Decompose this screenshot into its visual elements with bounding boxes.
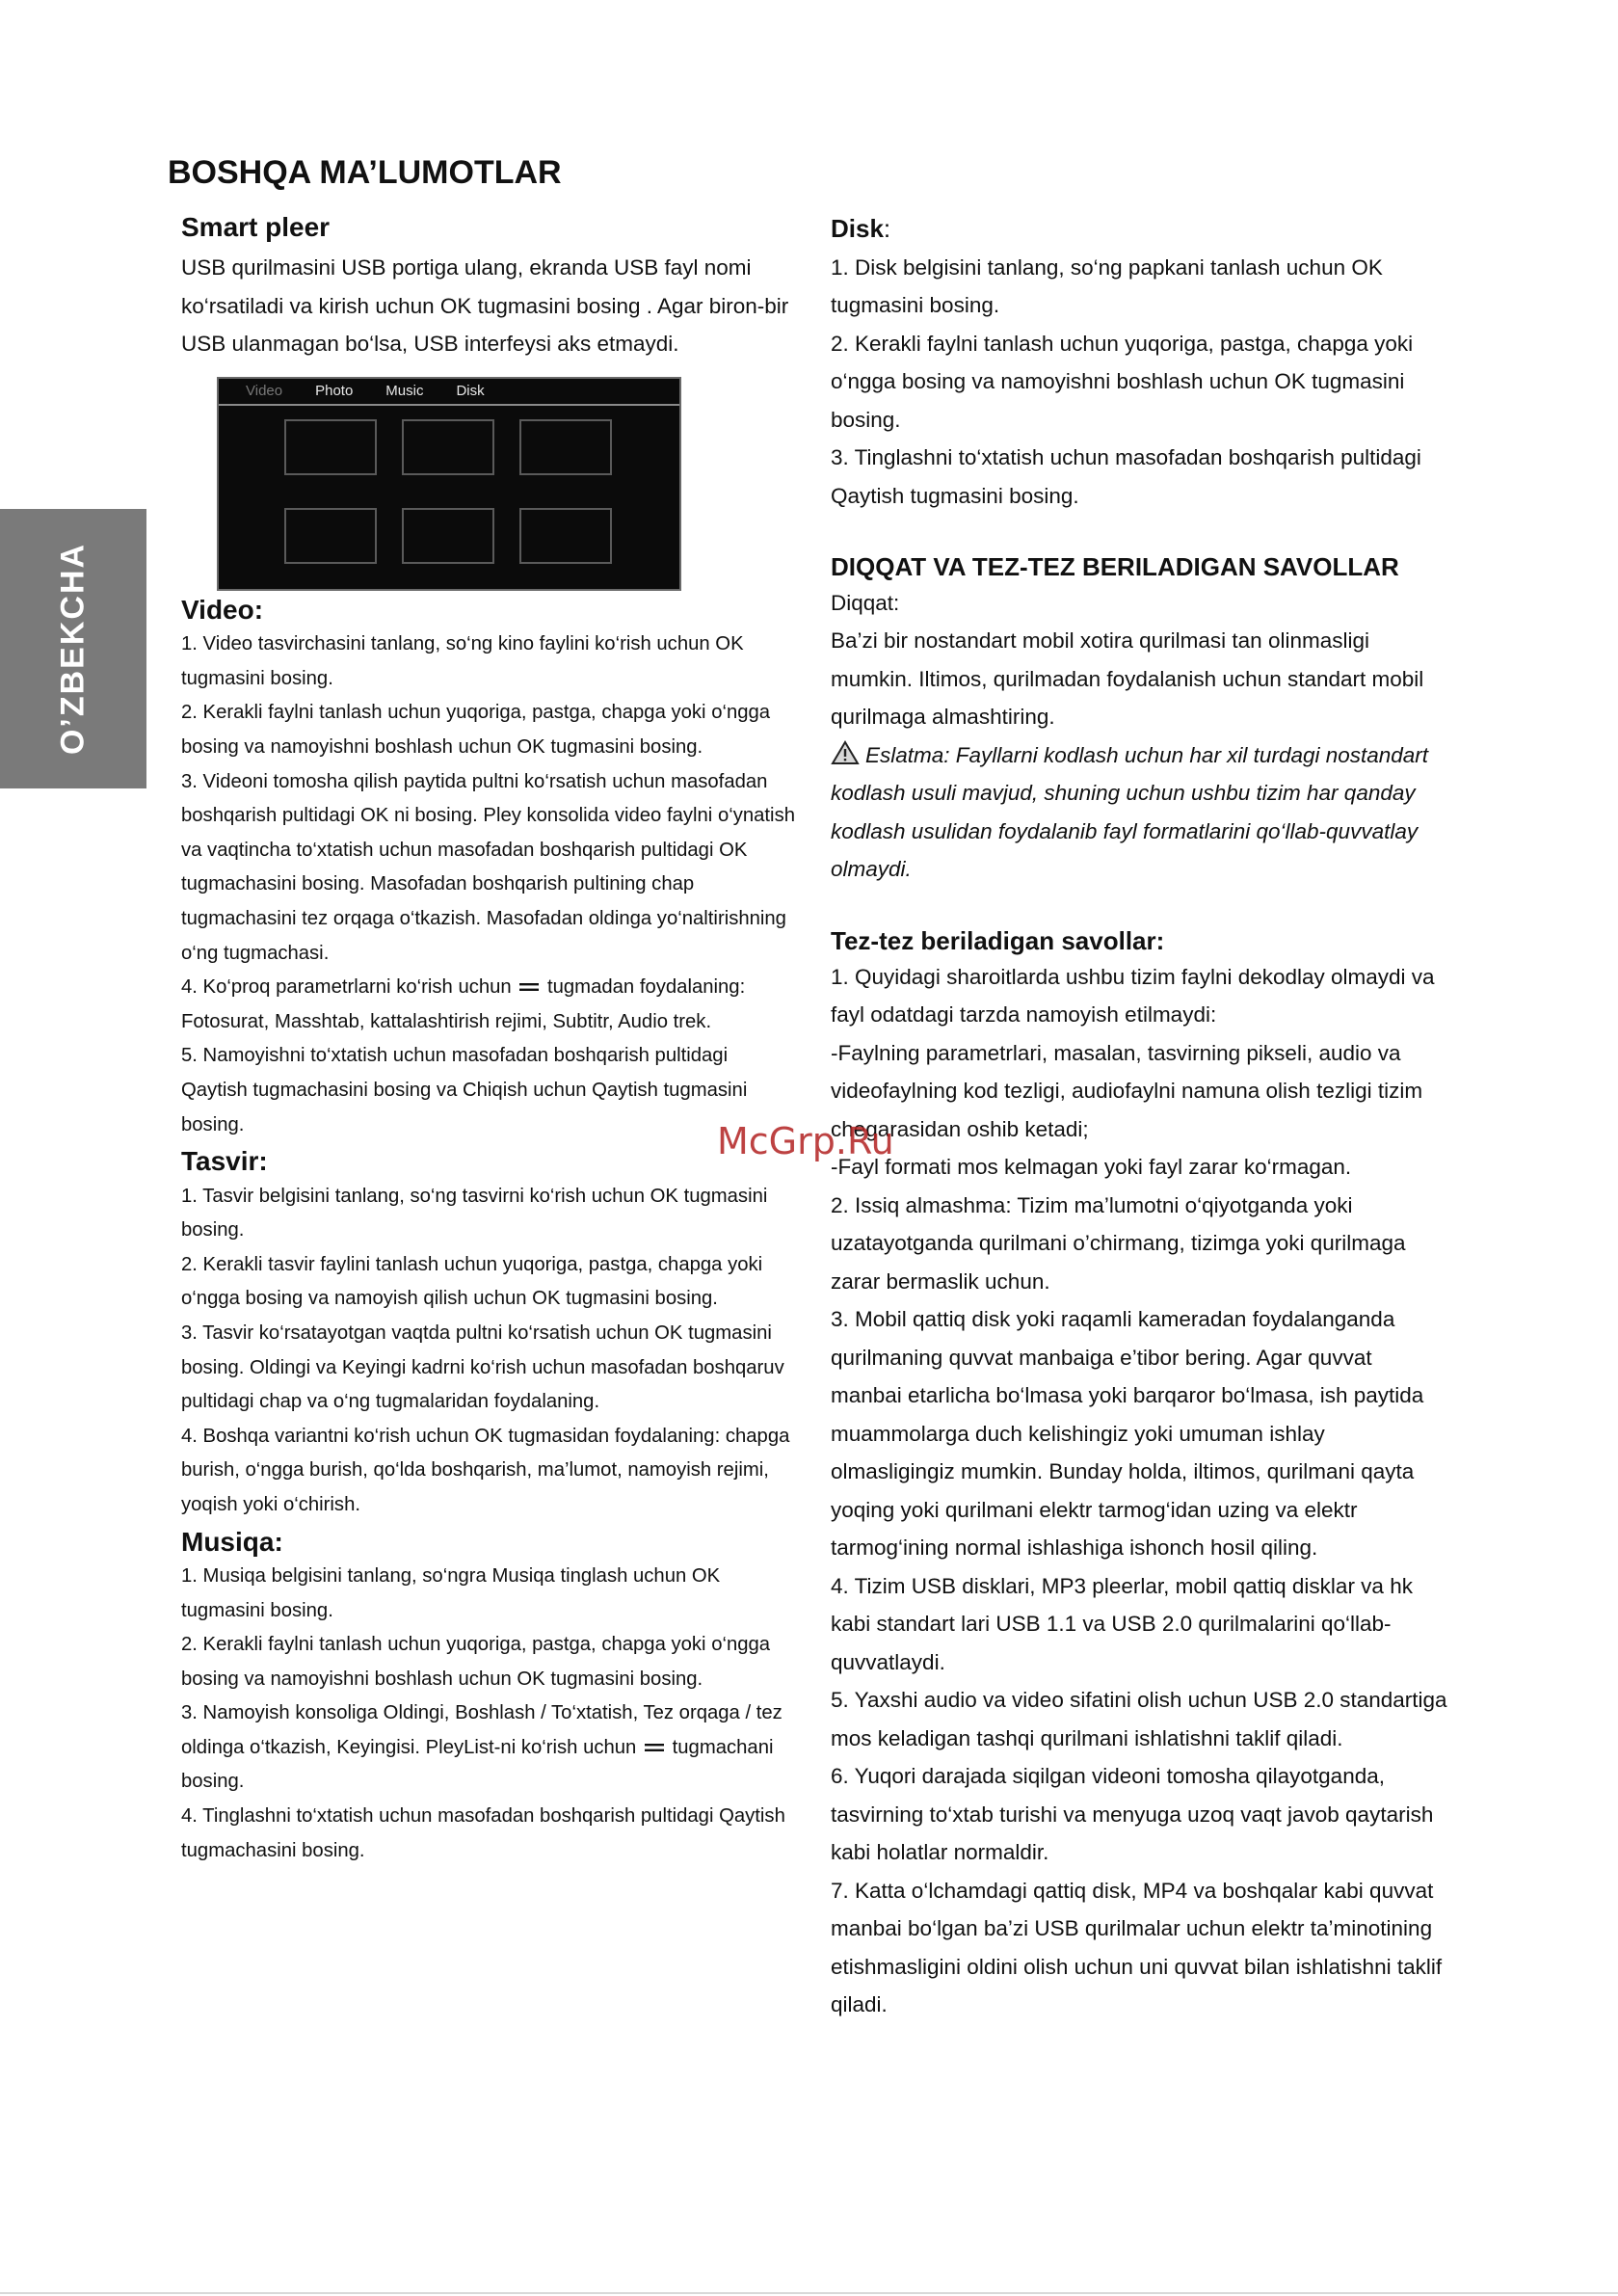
faq-item-5: 5. Yaxshi audio va video sifatini olish uchun USB 2.0 standartiga mos keladigan tashqi qurilmani ishlatishni taklif qiladi. <box>831 1688 1447 1750</box>
menu-icon <box>518 980 540 994</box>
player-menu-bar <box>219 379 679 406</box>
faq-item-4: 4. Tizim USB disklari, MP3 pleerlar, mobil qattiq disklar va hk kabi standart lari USB 1.1 va USB 2.0 qurilmalarini qo‘llab-quvvatlaydi. <box>831 1573 1413 1674</box>
musiqa-heading: Musiqa: <box>181 1526 283 1557</box>
player-screenshot <box>217 377 681 591</box>
musiqa-item-4: 4. Tinglashni to‘xtatish uchun masofadan boshqarish pultidagi Qaytish tugmachasini bosing. <box>181 1805 785 1861</box>
disk-item-1: 1. Disk belgisini tanlang, so‘ng papkani tanlash uchun OK tugmasini bosing. <box>831 254 1383 317</box>
language-side-tab <box>0 509 146 788</box>
faq-item-1: 1. Quyidagi sharoitlarda ushbu tizim faylni dekodlay olmaydi va fayl odatdagi tarzda namoyish etilmaydi: <box>831 964 1435 1028</box>
player-thumbnail-grid <box>284 419 612 564</box>
musiqa-item-3-start: 3. Namoyish konsoliga Oldingi, Boshlash / To‘xtatish, Tez orqaga / tez oldinga o‘tkazish, Keyingisi. PleyList-ni ko‘rish uchun <box>181 1702 782 1758</box>
tasvir-item-3: 3. Tasvir ko‘rsatayotgan vaqtda pultni ko‘rsatish uchun OK tugmasini bosing. Oldingi va Keyingi kadrni ko‘rish uchun masofadan boshqaruv pultidagi chap va o‘ng tugmalaridan foydalaning. <box>181 1322 784 1413</box>
player-thumbnail <box>402 508 494 564</box>
player-thumbnail <box>519 508 612 564</box>
video-item-5: 5. Namoyishni to‘xtatish uchun masofadan boshqarish pultidagi Qaytish tugmachasini bosing va Chiqish uchun Qaytish tugmasini bosing. <box>181 1045 748 1135</box>
diqqat-label: Diqqat: <box>831 590 900 615</box>
tasvir-item-2: 2. Kerakli tasvir faylini tanlash uchun yuqoriga, pastga, chapga yoki o‘ngga bosing va namoyish qilish uchun OK tugmasini bosing. <box>181 1253 763 1310</box>
musiqa-item-2: 2. Kerakli faylni tanlash uchun yuqoriga, pastga, chapga yoki o‘ngga bosing va namoyishni boshlash uchun OK tugmasini bosing. <box>181 1634 771 1690</box>
video-item-4-start: 4. Ko‘proq parametrlarni ko‘rish uchun <box>181 976 512 999</box>
menu-icon <box>644 1741 665 1754</box>
page-title: BOSHQA MA’LUMOTLAR <box>168 154 562 191</box>
faq-item-6: 6. Yuqori darajada siqilgan videoni tomosha qilayotganda, tasvirning to‘xtab turishi va menyuga uzoq vaqt javob qaytarish kabi holatlar normaldir. <box>831 1764 1434 1865</box>
warning-icon <box>831 740 860 765</box>
player-thumbnail <box>402 419 494 475</box>
diqqat-text: Ba’zi bir nostandart mobil xotira qurilmasi tan olinmasligi mumkin. Iltimos, qurilmadan foydalanish uchun standart mobil qurilmaga almashtiring. <box>831 628 1424 730</box>
disk-heading-colon: : <box>883 214 891 243</box>
faq-item-7: 7. Katta o‘lchamdagi qattiq disk, MP4 va boshqalar kabi quvvat manbai bo‘lgan ba’zi USB qurilmalar uchun elektr ta’minotining etishmasligini oldini olish uchun uni quvvat bilan ishlatishni taklif qiladi. <box>831 1878 1443 2017</box>
faq-item-1a: -Faylning parametrlari, masalan, tasvirning pikseli, audio va videofaylning kod tezligi, audiofaylni namuna olish tezligi tizim chegarasidan oshib ketadi; <box>831 1040 1423 1141</box>
player-thumbnail <box>284 508 377 564</box>
faq-item-2: 2. Issiq almashma: Tizim ma’lumotni o‘qiyotganda yoki uzatayotganda qurilmani o’chirmang, tizimga yoki qurilmaga zarar bermaslik uchun. <box>831 1192 1406 1294</box>
faq-heading: Tez-tez beriladigan savollar: <box>831 925 1165 955</box>
disk-heading: Disk <box>831 214 884 243</box>
eslatma-note <box>831 736 1447 889</box>
right-column <box>831 210 1447 2024</box>
faq-item-3: 3. Mobil qattiq disk yoki raqamli kameradan foydalanganda qurilmaning quvvat manbaiga e’tibor bering. Agar quvvat manbai etarlicha bo‘lmasa yoki barqaror bo‘lmasa, ish paytida muammolarga duch kelishingiz yoki umuman ishlay olmasligingiz mumkin. Bunday holda, iltimos, qurilmani qayta yoqing yoki qurilmani elektr tarmog‘idan uzing va elektr tarmog‘ining normal ishlashiga ishonch hosil qiling. <box>831 1307 1424 1561</box>
smart-player-heading: Smart pleer <box>181 212 331 242</box>
musiqa-item-3-end: tugmachani bosing. <box>181 1736 774 1793</box>
smart-player-text: USB qurilmasini USB portiga ulang, ekranda USB fayl nomi ko‘rsatiladi va kirish uchun OK tugmasini bosing . Agar biron-bir USB ulanmagan bo‘lsa, USB interfeysi aks etmaydi. <box>181 255 789 357</box>
video-heading: Video: <box>181 594 264 625</box>
language-tab-label: O’ZBEKCHA <box>54 542 92 756</box>
faq-item-1b: -Fayl formati mos kelmagan yoki fayl zarar ko‘rmagan. <box>831 1155 1352 1180</box>
watermark: McGrp.Ru <box>717 1120 894 1162</box>
page-bottom-divider <box>0 2292 1618 2294</box>
diqqat-heading: DIQQAT VA TEZ-TEZ BERILADIGAN SAVOLLAR <box>831 552 1399 581</box>
player-tab-music: Music <box>385 383 424 400</box>
player-thumbnail <box>284 419 377 475</box>
eslatma-text: Eslatma: Fayllarni kodlash uchun har xil turdagi nostandart kodlash usuli mavjud, shuning uchun ushbu tizim har qanday kodlash usulidan foydalanib fayl formatlarini qo‘llab-quvvatlay olmaydi. <box>831 742 1429 882</box>
musiqa-item-1: 1. Musiqa belgisini tanlang, so‘ngra Musiqa tinglash uchun OK tugmasini bosing. <box>181 1564 721 1621</box>
disk-item-2: 2. Kerakli faylni tanlash uchun yuqoriga, pastga, chapga yoki o‘ngga bosing va namoyishni boshlash uchun OK tugmasini bosing. <box>831 331 1414 432</box>
tasvir-item-1: 1. Tasvir belgisini tanlang, so‘ng tasvirni ko‘rish uchun OK tugmasini bosing. <box>181 1185 768 1241</box>
musiqa-item-3 <box>181 1696 798 1800</box>
video-item-4 <box>181 971 798 1039</box>
disk-item-3: 3. Tinglashni to‘xtatish uchun masofadan boshqarish pultidagi Qaytish tugmasini bosing. <box>831 445 1421 508</box>
player-tab-disk: Disk <box>456 383 485 400</box>
player-tab-video: Video <box>246 383 283 400</box>
video-item-2: 2. Kerakli faylni tanlash uchun yuqoriga, pastga, chapga yoki o‘ngga bosing va namoyishni boshlash uchun OK tugmasini bosing. <box>181 702 771 759</box>
tasvir-heading: Tasvir: <box>181 1146 268 1177</box>
left-column <box>181 210 798 1868</box>
video-item-1: 1. Video tasvirchasini tanlang, so‘ng kino faylini ko‘rish uchun OK tugmasini bosing. <box>181 633 744 689</box>
tasvir-item-4: 4. Boshqa variantni ko‘rish uchun OK tugmasidan foydalaning: chapga burish, o‘ngga burish, qo‘lda boshqarish, ma’lumot, namoyish rejimi, yoqish yoki o‘chirish. <box>181 1425 790 1515</box>
video-item-3: 3. Videoni tomosha qilish paytida pultni ko‘rsatish uchun masofadan boshqarish pultidagi OK ni bosing. Pley konsolida video faylni o‘ynatish va vaqtincha to‘xtatish uchun masofadan boshqarish pultidagi OK tugmachasini bosing. Masofadan boshqarish pultining chap tugmachasini tez orqaga o‘tkazish. Masofadan oldinga yo‘naltirishning o‘ng tugmachasi. <box>181 770 795 964</box>
player-tab-photo: Photo <box>315 383 354 400</box>
disk-heading-line <box>831 210 1447 249</box>
player-thumbnail <box>519 419 612 475</box>
video-item-4-end: tugmadan foydalaning: Fotosurat, Masshtab, kattalashtirish rejimi, Subtitr, Audio trek. <box>181 976 746 1032</box>
